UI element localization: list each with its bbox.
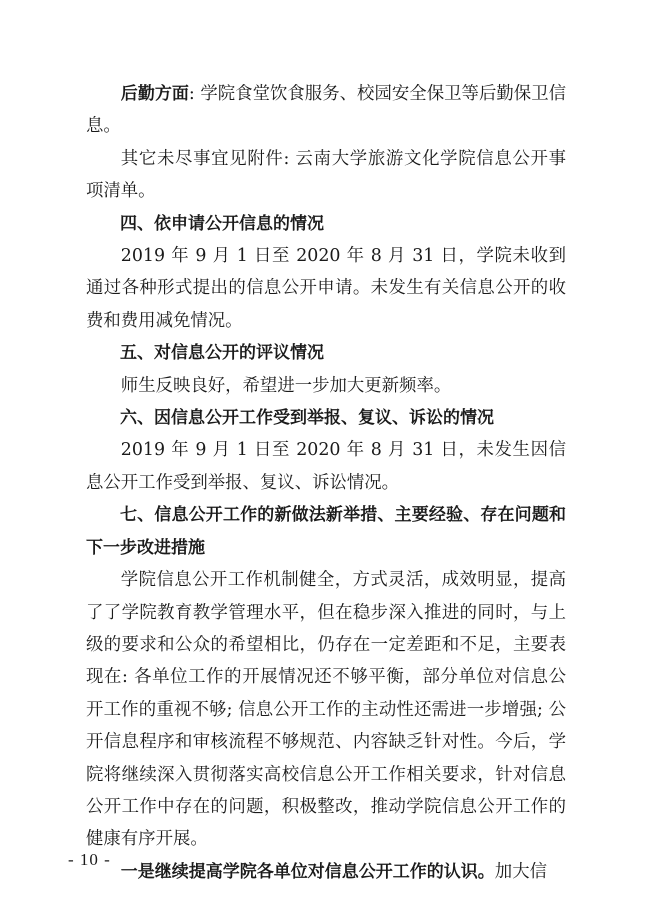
section5-heading: 五、对信息公开的评议情况 — [120, 343, 324, 364]
measure1-lead: 一是继续提高学院各单位对信息公开工作的认识。 — [120, 861, 495, 882]
section4-heading: 四、依申请公开信息的情况 — [120, 213, 324, 234]
measure1-paragraph — [86, 856, 566, 888]
measure1-text: 加大信 — [494, 861, 547, 882]
attachment-note: 其它未尽事宜见附件: 云南大学旅游文化学院信息公开事项清单。 — [86, 148, 566, 202]
logistics-text: : 学院食堂饮食服务、校园安全保卫等后勤保卫信息。 — [86, 84, 567, 137]
logistics-paragraph — [86, 78, 566, 143]
section7-body: 学院信息公开工作机制健全，方式灵活，成效明显，提高了了学院教育教学管理水平，但在稳步深入推进的同时，与上级的要求和公众的希望相比，仍存在一定差距和不足，主要表现在: 各单位工作的开展情况还不够平衡，部分单位对信息公开工作的重视不够; 信息公开工作的主动性还需进一步增强; 公开信息程序和审核流程不够规范、内容缺乏针对性。今后，学院将继续深入贯彻落实高校信息公开工作相关要求，针对信息公开工作中存在的问题，积极整改，推动学院信息公开工作的健康有序开展。 — [86, 570, 566, 850]
logistics-lead: 后勤方面 — [120, 84, 189, 104]
section4-body: 2019 年 9 月 1 日至 2020 年 8 月 31 日，学院未收到通过各种形式提出的信息公开申请。未发生有关信息公开的收费和费用减免情况。 — [86, 246, 566, 331]
section6-body: 2019 年 9 月 1 日至 2020 年 8 月 31 日，未发生因信息公开工作受到举报、复议、诉讼情况。 — [86, 440, 566, 493]
section6-heading: 六、因信息公开工作受到举报、复议、诉讼的情况 — [120, 408, 494, 429]
section7-heading: 七、信息公开工作的新做法新举措、主要经验、存在问题和下一步改进措施 — [86, 505, 566, 558]
page-number: - 10 - — [68, 850, 111, 869]
section5-body: 师生反映良好，希望进一步加大更新频率。 — [120, 375, 452, 396]
document-body — [86, 78, 566, 888]
